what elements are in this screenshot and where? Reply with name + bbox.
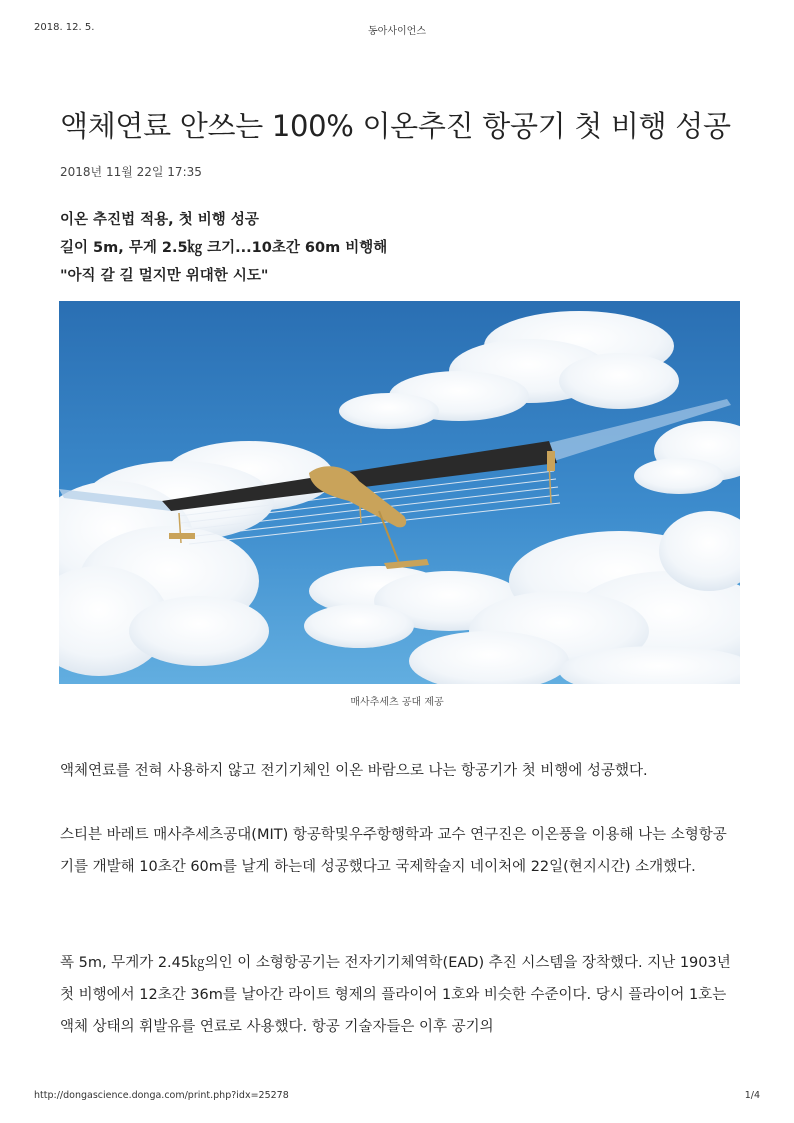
publish-date: 2018년 11월 22일 17:35: [60, 165, 202, 179]
article-paragraph: 액체연료를 전혀 사용하지 않고 전기기체인 이온 바람으로 나는 항공기가 첫 비행에 성공했다.: [60, 763, 648, 779]
print-date: 2018. 12. 5.: [34, 22, 95, 33]
page-url: http://dongascience.donga.com/print.php?idx=25278: [34, 1090, 289, 1101]
article-paragraph: 폭 5m, 무게가 2.45㎏의인 이 소형항공기는 전자기기체역학(EAD) 추진 시스템을 장착했다. 지난 1903년 첫 비행에서 12초간 36m를 날아간 라이트 형제의 플라이어 1호와 비슷한 수준이다. 당시 플라이어 1호는 액체 상태의 휘발유를 연료로 사용했다. 항공 기술자들은 이후 공기의: [60, 955, 731, 1035]
subheading-list: [60, 210, 387, 294]
article-photo: [59, 301, 740, 684]
subheading: 이온 추진법 적용, 첫 비행 성공: [60, 212, 259, 228]
article-title: 액체연료 안쓰는 100% 이온추진 항공기 첫 비행 성공: [60, 109, 731, 143]
article-paragraph: 스티븐 바레트 매사추세츠공대(MIT) 항공학및우주항행학과 교수 연구진은 이온풍을 이용해 나는 소형항공기를 개발해 10초간 60m를 날게 하는데 성공했다고 국제학술지 네이처에 22일(현지시간) 소개했다.: [60, 827, 727, 875]
image-caption: 매사추세츠 공대 제공: [350, 697, 444, 708]
subheading: 길이 5m, 무게 2.5㎏ 크기...10초간 60m 비행해: [60, 240, 388, 256]
subheading: "아직 갈 길 멀지만 위대한 시도": [60, 268, 269, 284]
site-name: 동아사이언스: [368, 26, 426, 37]
page-number: 1/4: [744, 1090, 760, 1101]
